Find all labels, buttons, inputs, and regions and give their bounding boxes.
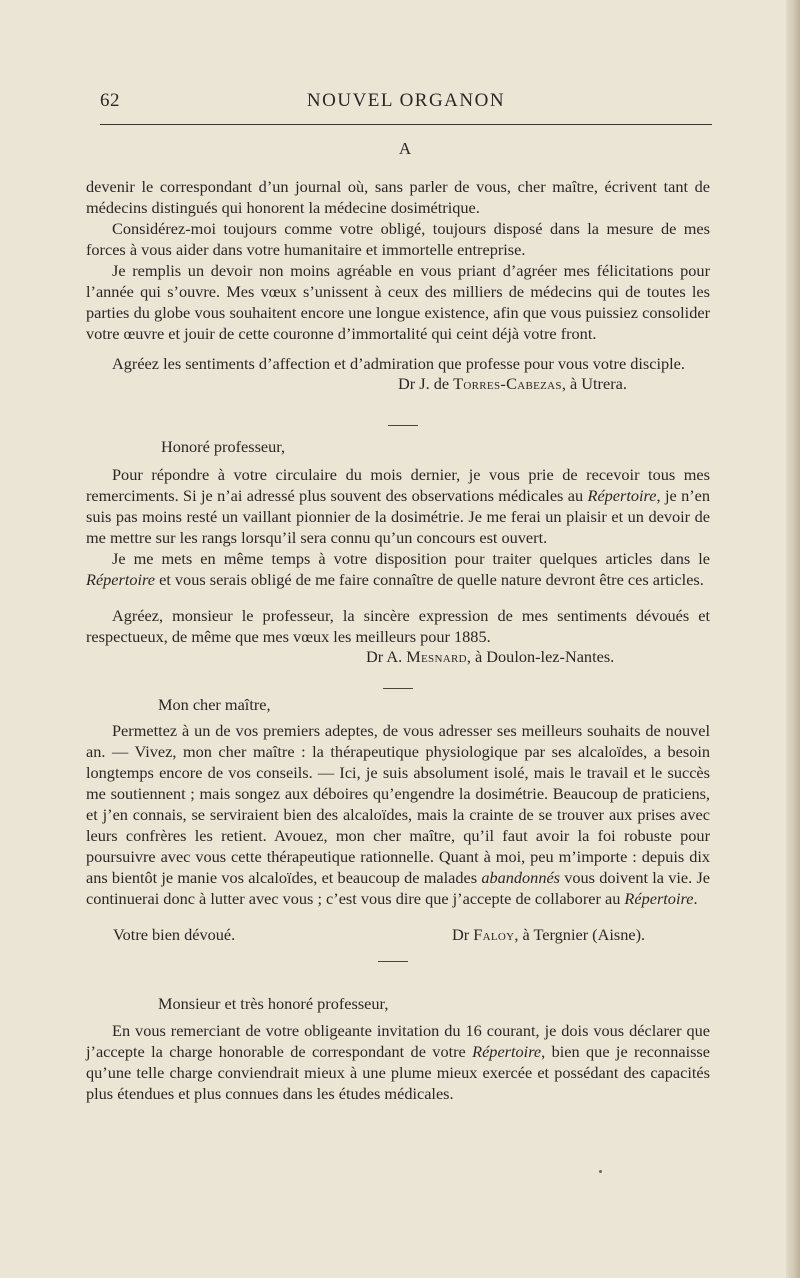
running-header (100, 90, 712, 120)
separator-rule (383, 688, 413, 689)
letter2-signature (366, 647, 614, 667)
signature-suffix: , à Utrera. (561, 374, 627, 393)
journal-title: Répertoire (587, 486, 657, 505)
separator-rule (378, 961, 408, 962)
separator-rule (388, 425, 418, 426)
signature-name: Mesnard (406, 647, 467, 666)
text-run: Pour répondre à votre circulaire du mois dernier, je vous prie de recevoir tous mes remerciments. Si je n’ai adressé plus souvent des observations médicales au (86, 465, 710, 505)
letter3-closing: Votre bien dévoué. (113, 925, 236, 944)
header-rule (100, 124, 712, 125)
letter1-paragraph-3: Je remplis un devoir non moins agréable en vous priant d’agréer mes félicitations pour l’année qui s’ouvre. Mes vœux s’unissent à ceux des milliers de médecins qui de toutes les parties du globe vous souhaitent encore une longue existence, afin que vous puissiez consolider votre œuvre et jouir de cette couronne d’immortalité qui ceint déjà votre front. (86, 261, 710, 343)
letter3-signature (452, 925, 645, 945)
section-letter: A (398, 139, 412, 158)
letter2-paragraph-2 (86, 548, 710, 590)
letter2-paragraph-3 (86, 605, 710, 647)
journal-title: Répertoire (624, 889, 694, 908)
letter3-salutation: Mon cher maître, (158, 695, 271, 714)
text-run: et vous serais obligé de me faire connaître de quelle nature devront être ces articles. (155, 570, 704, 589)
text-run: vous doivent la vie. Je continuerai donc à lutter avec vous ; c’est vous dire que j’accepte de collaborer au (86, 868, 711, 908)
signature-name: Faloy (473, 925, 515, 944)
text-run: , bien que je reconnaisse qu’une telle charge conviendrait mieux à une plume mieux exercée et possédant des capacités plus étendues et plus connues dans les études médicales. (86, 1042, 710, 1103)
page-number: 62 (100, 90, 120, 111)
letter1-paragraph-1: devenir le correspondant d’un journal où, sans parler de vous, cher maître, écrivent tant de médecins distingués qui honorent la médecine dosimétrique. (86, 177, 710, 217)
text-run: , je n’en suis pas moins resté un vaillant pionnier de la dosimétrie. Je me ferai un plaisir et un devoir de me mettre sur les rangs lorsqu’il sera connu qu’un concours est ouvert. (86, 486, 711, 547)
signature-name: Torres-Cabezas (453, 374, 562, 393)
text-run: En vous remerciant de votre obligeante invitation du 16 courant, je dois vous déclarer que j’accepte la charge honorable de correspondant de votre (86, 1021, 710, 1061)
letter4-paragraph (86, 1020, 710, 1104)
signature-prefix: Dr A. (366, 647, 407, 666)
running-title: NOUVEL ORGANON (306, 90, 506, 111)
ink-speck (599, 1170, 602, 1173)
letter1-paragraph-2: Considérez-moi toujours comme votre obligé, toujours disposé dans la mesure de mes forces à vous aider dans votre humanitaire et immortelle entreprise. (86, 219, 710, 259)
signature-suffix: , à Tergnier (Aisne). (514, 925, 646, 944)
page-edge (786, 0, 800, 1278)
letter2-salutation: Honoré professeur, (161, 437, 286, 456)
text-run: Agréez, monsieur le professeur, la sincère expression de mes sentiments dévoués et respectueux, de même que mes vœux les meilleurs pour 1885. (86, 606, 710, 646)
text-run: . (693, 889, 698, 908)
emphasis: abandonnés (481, 868, 561, 887)
letter3-paragraph (86, 720, 710, 909)
text-run: Permettez à un de vos premiers adeptes, de vous adresser ses meilleurs souhaits de nouvel an. — Vivez, mon cher maître : la thérapeutique physiologique par ses alcaloïdes, a besoin longtemps encore de vos conseils. — Ici, je suis absolument isolé, mais le travail et le succès me soutiennent ; mais songez aux déboires qu’engendre la dosimétrie. Beaucoup de praticiens, et j’en connais, se serviraient bien des alcaloïdes, mais la crainte de se trouver aux prises avec leurs confrères les retient. Avouez, mon cher maître, qu’il faut avoir la foi robuste pour poursuivre avec vous cette thérapeutique rationnelle. Quant à moi, peu m’importe : depuis dix ans bientôt je manie vos alcaloïdes, et beaucoup de malades (86, 721, 710, 887)
letter1-signature (398, 374, 627, 394)
letter1-paragraph-4: Agréez les sentiments d’affection et d’admiration que professe pour vous votre disciple. (112, 354, 685, 373)
letter2-paragraph-1 (86, 464, 710, 548)
text-run: Je me mets en même temps à votre disposition pour traiter quelques articles dans le (112, 549, 710, 568)
signature-suffix: , à Doulon-lez-Nantes. (466, 647, 615, 666)
journal-title: Répertoire (472, 1042, 542, 1061)
journal-title: Répertoire (86, 570, 156, 589)
signature-prefix: Dr J. de (398, 374, 454, 393)
signature-prefix: Dr (452, 925, 474, 944)
letter4-salutation: Monsieur et très honoré professeur, (158, 994, 389, 1013)
